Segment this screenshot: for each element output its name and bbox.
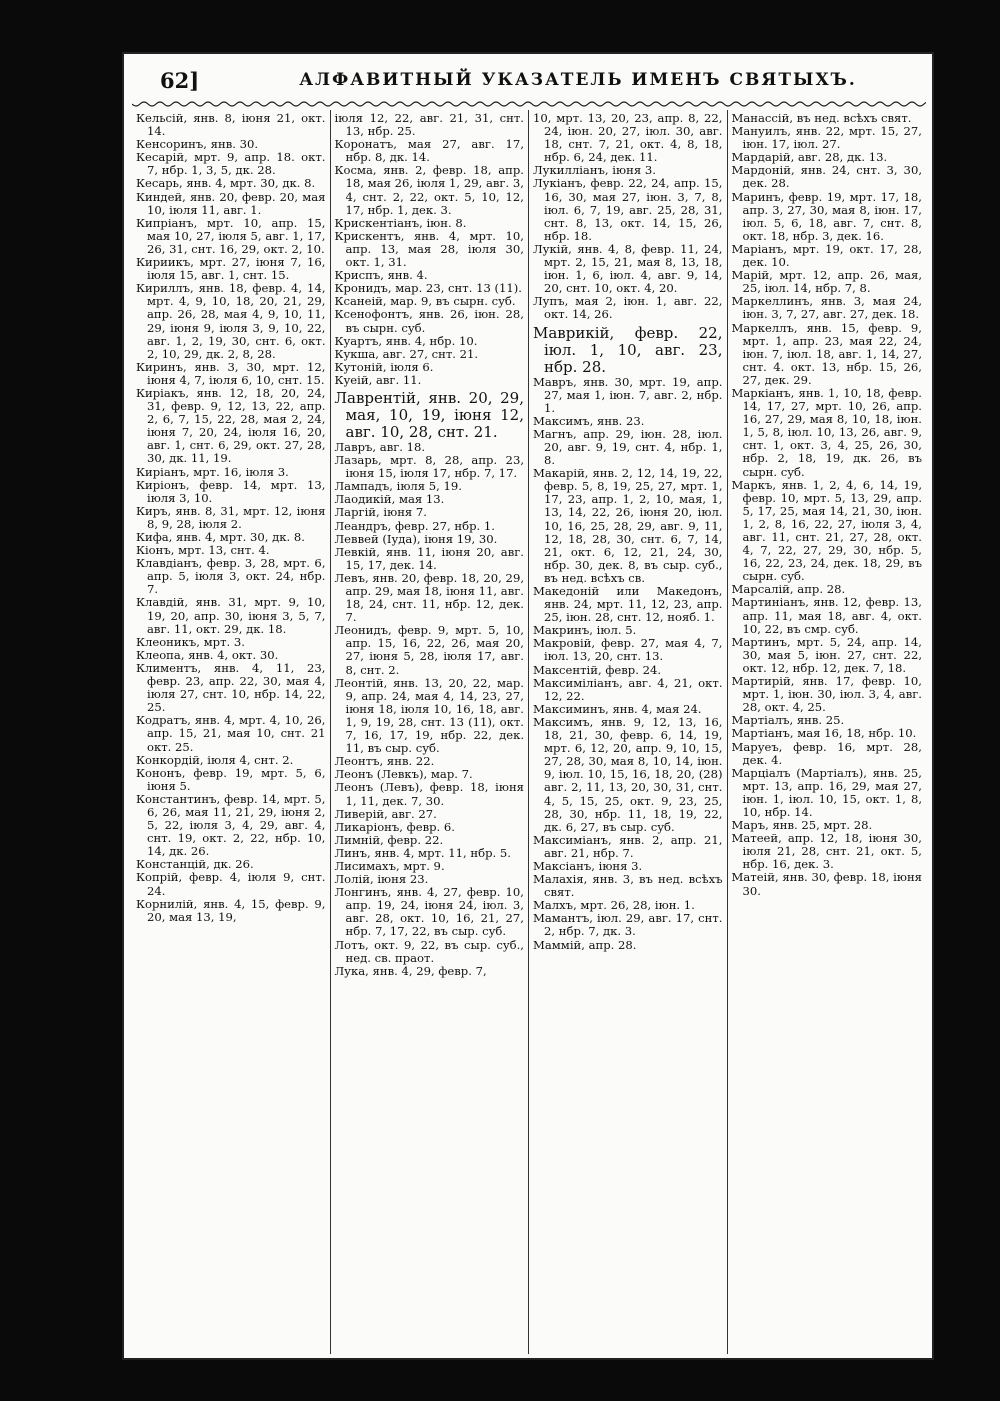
index-entry: Максентій, февр. 24. (533, 662, 662, 677)
index-entry: Копрій, февр. 4, іюля 9, снт. 24. (136, 870, 326, 898)
index-entry: Ливерій, авг. 27. (334, 806, 437, 821)
index-entry: Маріанъ, мрт. 19, окт. 17, 28, дек. 10. (731, 241, 922, 270)
index-entry: Маммій, апр. 28. (533, 937, 637, 952)
index-entry: Левъ, янв. 20, февр. 18, 20, 29, апр. 29, мая 18, іюня 11, авг. 18, 24, снт. 11, нбр. 12, дек. 7. (334, 570, 524, 625)
index-entry: Маруеъ, февр. 16, мрт. 28, дек. 4. (731, 739, 922, 767)
index-column-1 (132, 110, 331, 1354)
index-entry: Кононъ, февр. 19, мрт. 5, 6, іюня 5. (136, 765, 326, 793)
index-entry: Максиминъ, янв. 4, мая 24. (533, 701, 702, 716)
index-entry: Лаодикій, мая 13. (334, 492, 445, 507)
index-column-4 (728, 110, 927, 1354)
index-entry: Максиміанъ, янв. 2, апр. 21, авг. 21, нбр. 7. (533, 832, 723, 860)
index-entry: Коронатъ, мая 27, авг. 17, нбр. 8, дк. 14. (334, 137, 524, 165)
index-entry: Леонидъ, февр. 9, мрт. 5, 10, апр. 15, 16, 22, 26, мая 20, 27, іюня 5, 28, іюля 17, авг. 8, снт. 2. (334, 623, 524, 677)
index-entry: Кутоній, іюля 6. (334, 359, 434, 374)
index-entry: Кукша, авг. 27, снт. 21. (334, 346, 479, 361)
index-entry: Леонъ (Левъ), февр. 18, іюня 1, 11, дек. 7, 30. (334, 780, 524, 808)
index-entry: Линъ, янв. 4, мрт. 11, нбр. 5. (334, 845, 511, 860)
index-entry: Манассій, въ нед. всѣхъ свят. (731, 111, 912, 125)
index-entry: Матеій, янв. 30, февр. 18, іюня 30. (731, 870, 922, 898)
index-entry: Малахія, янв. 3, въ нед. всѣхъ свят. (533, 872, 723, 900)
index-entry: Куеій, авг. 11. (334, 372, 422, 387)
index-entry: Марій, мрт. 12, апр. 26, мая, 25, іюл. 14, нбр. 7, 8. (731, 268, 922, 296)
index-entry: Ксенофонтъ, янв. 26, іюн. 28, въ сырн. суб. (334, 307, 524, 335)
index-columns (132, 110, 926, 1354)
wavy-rule-ornament (132, 99, 926, 109)
index-entry: Кириикъ, мрт. 27, іюня 7, 16, іюля 15, авг. 1, снт. 15. (136, 255, 326, 283)
index-entry: Лукій, янв. 4, 8, февр. 11, 24, мрт. 2, 15, 21, мая 8, 13, 18, іюн. 1, 6, іюл. 4, авг. 9, 14, 20, снт. 10, окт. 4, 20. (533, 241, 723, 296)
index-entry: Ксанеій, мар. 9, въ сырн. суб. (334, 294, 516, 309)
index-entry: Конкордій, іюля 4, снт. 2. (136, 752, 294, 767)
index-entry: Клеопа, янв. 4, окт. 30. (136, 647, 279, 662)
index-entry: Лисимахъ, мрт. 9. (334, 858, 445, 873)
book-page (122, 52, 934, 1360)
index-entry: Ларгій, іюня 7. (334, 505, 427, 520)
index-entry: Киринъ, янв. 3, 30, мрт. 12, іюня 4, 7, іюля 6, 10, снт. 15. (136, 359, 326, 387)
index-entry: Мартіанъ, мая 16, 18, нбр. 10. (731, 726, 917, 741)
index-entry: Мардоній, янв. 24, снт. 3, 30, дек. 28. (731, 163, 922, 191)
index-entry: Мартинъ, мрт. 5, 24, апр. 14, 30, мая 5, іюн. 27, снт. 22, окт. 12, нбр. 12, дек. 7, 18. (731, 634, 922, 675)
index-entry: Кронидъ, мар. 23, снт. 13 (11). (334, 281, 522, 296)
index-entry: Марціалъ (Мартіалъ), янв. 25, мрт. 13, апр. 16, 29, мая 27, іюн. 1, іюл. 10, 15, окт. 1, 8, 10, нбр. 14. (731, 765, 922, 819)
index-entry: Константинъ, февр. 14, мрт. 5, 6, 26, мая 11, 21, 29, іюня 2, 5, 22, іюля 3, 4, 29, авг. 4, снт. 19, окт. 2, 22, нбр. 10, 14, дк. 26. (136, 791, 326, 859)
index-entry: Климентъ, янв. 4, 11, 23, февр. 23, апр. 22, 30, мая 4, іюля 27, снт. 10, нбр. 14, 22, 25. (136, 660, 326, 715)
index-entry: 10, мрт. 13, 20, 23, апр. 8, 22, 24, іюн. 20, 27, іюл. 30, авг. 18, снт. 7, 21, окт. 4, 8, 18, нбр. 6, 24, дек. 11. (533, 111, 723, 165)
index-entry: Макринъ, іюл. 5. (533, 623, 637, 638)
index-entry: Маръ, янв. 25, мрт. 28. (731, 818, 873, 833)
index-entry: іюля 12, 22, авг. 21, 31, снт. 13, нбр. 25. (334, 111, 524, 139)
index-entry: Киріанъ, мрт. 16, іюля 3. (136, 464, 289, 479)
index-entry: Косма, янв. 2, февр. 18, апр. 18, мая 26, іюля 1, 29, авг. 3, 4, снт. 2, 22, окт. 5, 10, 12, 17, нбр. 1, дек. 3. (334, 163, 524, 217)
index-entry: Леонтій, янв. 13, 20, 22, мар. 9, апр. 24, мая 4, 14, 23, 27, іюня 18, іюля 10, 16, 18, авг. 1, 9, 19, 28, снт. 13 (11), окт. 7, 16, 17, 19, нбр. 22, дек. 11, въ сыр. суб. (334, 675, 524, 756)
index-entry: Лукіанъ, февр. 22, 24, апр. 15, 16, 30, мая 27, іюн. 3, 7, 8, іюл. 6, 7, 19, авг. 25, 28, 31, снт. 8, 13, окт. 14, 15, 26, нбр. 18. (533, 176, 723, 243)
index-entry: Лаврентій, янв. 20, 29, мая, 10, 19, іюня 12, авг. 10, 28, снт. 21. (334, 388, 524, 441)
index-entry: Лукилліанъ, іюня 3. (533, 163, 656, 178)
index-entry: Киріонъ, февр. 14, мрт. 13, іюля 3, 10. (136, 477, 326, 505)
index-entry: Кипріанъ, мрт. 10, апр. 15, мая 10, 27, іюля 5, авг. 1, 17, 26, 31, снт. 16, 29, окт. 2, 10. (136, 215, 326, 256)
index-entry: Лолій, іюня 23. (334, 872, 429, 887)
index-entry: Лампадъ, іюля 5, 19. (334, 479, 462, 494)
index-entry: Мануилъ, янв. 22, мрт. 15, 27, іюн. 17, іюл. 27. (731, 124, 922, 152)
index-entry: Маркеллинъ, янв. 3, мая 24, іюн. 3, 7, 27, авг. 27, дек. 18. (731, 294, 922, 322)
index-entry: Маврикій, февр. 22, іюл. 1, 10, авг. 23, нбр. 28. (533, 323, 723, 376)
index-entry: Мамантъ, іюл. 29, авг. 17, снт. 2, нбр. 7, дк. 3. (533, 911, 723, 939)
index-entry: Кельсій, янв. 8, іюня 21, окт. 14. (136, 111, 326, 139)
index-entry: Кифа, янв. 4, мрт. 30, дк. 8. (136, 530, 305, 544)
index-entry: Лупъ, мая 2, іюн. 1, авг. 22, окт. 14, 26. (533, 294, 723, 322)
index-entry: Констанцій, дк. 26. (136, 857, 254, 872)
index-entry: Кодратъ, янв. 4, мрт. 4, 10, 26, апр. 15, 21, мая 10, снт. 21 окт. 25. (136, 713, 326, 754)
index-entry: Мавръ, янв. 30, мрт. 19, апр. 27, мая 1, іюн. 7, авг. 2, нбр. 1. (533, 374, 723, 415)
index-entry: Маркеллъ, янв. 15, февр. 9, мрт. 1, апр. 23, мая 22, 24, іюн. 7, іюл. 18, авг. 1, 14, 27, снт. 4. окт. 13, нбр. 15, 26, 27, дек. 29. (731, 320, 922, 387)
index-entry: Лонгинъ, янв. 4, 27, февр. 10, апр. 19, 24, іюня 24, іюл. 3, авг. 28, окт. 10, 16, 21, 27, нбр. 7, 17, 22, въ сыр. суб. (334, 885, 524, 939)
index-entry: Леввей (Іуда), іюня 19, 30. (334, 531, 498, 546)
index-entry: Лимній, февр. 22. (334, 832, 444, 847)
index-entry: Киръ, янв. 8, 31, мрт. 12, іюня 8, 9, 28, іюля 2. (136, 503, 326, 531)
page-number: 62] (160, 68, 200, 93)
index-entry: Магнъ, апр. 29, іюн. 28, іюл. 20, авг. 9, 19, снт. 4, нбр. 1, 8. (533, 426, 723, 468)
index-entry: Клеоникъ, мрт. 3. (136, 634, 245, 649)
index-entry: Маринъ, февр. 19, мрт. 17, 18, апр. 3, 27, 30, мая 8, іюн. 17, іюл. 5, 6, 18, авг. 7, снт. 8, окт. 18, нбр. 3, дек. 16. (731, 189, 922, 243)
index-column-3 (529, 110, 728, 1354)
index-entry: Леонтъ, янв. 22. (334, 754, 435, 769)
index-column-2 (331, 110, 530, 1354)
index-entry: Леандръ, февр. 27, нбр. 1. (334, 518, 495, 533)
index-entry: Маркъ, янв. 1, 2, 4, 6, 14, 19, февр. 10, мрт. 5, 13, 29, апр. 5, 17, 25, мая 14, 21, 30, іюн. 1, 2, 8, 16, 22, 27, іюля 3, 4, авг. 11, снт. 21, 27, 28, окт. 4, 7, 22, 27, 29, 30, нбр. 5, 16, 22, 23, 24, дек. 18, 29, въ сырн. суб. (731, 477, 922, 584)
index-entry: Кіонъ, мрт. 13, снт. 4. (136, 543, 270, 558)
running-title: АЛФАВИТНЫЙ УКАЗАТЕЛЬ ИМЕНЪ СВЯТЫХЪ. (299, 70, 857, 90)
index-entry: Клавдій, янв. 31, мрт. 9, 10, 19, 20, апр. 30, іюня 3, 5, 7, авг. 11, окт. 29, дк. 18. (136, 595, 326, 636)
index-entry: Корнилій, янв. 4, 15, февр. 9, 20, мая 13, 19, (136, 896, 326, 924)
index-entry: Малхъ, мрт. 26, 28, іюн. 1. (533, 898, 695, 913)
index-entry: Лука, янв. 4, 29, февр. 7, (334, 963, 487, 978)
index-entry: Матеей, апр. 12, 18, іюня 30, іюля 21, 28, снт. 21, окт. 5, нбр. 16, дек. 3. (731, 831, 922, 872)
index-entry: Левкій, янв. 11, іюня 20, авг. 15, 17, дек. 14. (334, 544, 524, 572)
index-entry: Кенсоринъ, янв. 30. (136, 137, 259, 152)
index-entry: Марсалій, апр. 28. (731, 582, 846, 597)
index-entry: Мартиніанъ, янв. 12, февр. 13, апр. 11, мая 18, авг. 4, окт. 10, 22, въ смр. суб. (731, 595, 922, 636)
index-entry: Крискентіанъ, іюн. 8. (334, 215, 467, 230)
index-entry: Македоній или Македонъ, янв. 24, мрт. 11, 12, 23, апр. 25, іюн. 28, снт. 12, нояб. 1. (533, 584, 723, 625)
index-entry: Кесарій, мрт. 9, апр. 18. окт. 7, нбр. 1, 3, 5, дк. 28. (136, 150, 326, 178)
index-entry: Максіанъ, іюня 3. (533, 858, 643, 873)
index-entry: Мартирій, янв. 17, февр. 10, мрт. 1, іюн. 30, іюл. 3, 4, авг. 28, окт. 4, 25. (731, 674, 922, 715)
index-entry: Лавръ, авг. 18. (334, 439, 426, 454)
index-entry: Максимъ, янв. 9, 12, 13, 16, 18, 21, 30, февр. 6, 14, 19, мрт. 6, 12, 20, апр. 9, 10, 15, 27, 28, 30, мая 8, 10, 14, іюн. 9, іюл. 10, 15, 16, 18, 20, (28) авг. 2, 11, 13, 20, 30, 31, снт. 4, 5, 15, 25, окт. 9, 23, 25, 28, 30, нбр. 11, 18, 19, 22, дк. 6, 27, въ сыр. суб. (533, 714, 723, 834)
index-entry: Кириллъ, янв. 18, февр. 4, 14, мрт. 4, 9, 10, 18, 20, 21, 29, апр. 26, 28, мая 4, 9, 10, 11, 29, іюня 9, іюля 3, 9, 10, 22, авг. 1, 2, 19, 30, снт. 6, окт. 2, 10, 29, дк. 2, 8, 28. (136, 281, 326, 361)
index-entry: Клавдіанъ, февр. 3, 28, мрт. 6, апр. 5, іюля 3, окт. 24, нбр. 7. (136, 556, 326, 597)
index-entry: Макарій, янв. 2, 12, 14, 19, 22, февр. 5, 8, 19, 25, 27, мрт. 1, 17, 23, апр. 1, 2, 10, мая, 1, 13, 14, 22, 26, іюня 20, іюл. 10, 16, 25, 28, 29, авг. 9, 11, 12, 18, 28, 30, снт. 6, 7, 14, 21, окт. 6, 12, 21, 24, 30, нбр. 30, дек. 8, въ сыр. суб., въ нед. всѣхъ св. (533, 466, 723, 585)
index-entry: Ликаріонъ, февр. 6. (334, 819, 455, 834)
index-entry: Крискентъ, янв. 4, мрт. 10, апр. 13, мая 28, іюля 30, окт. 1, 31. (334, 228, 524, 270)
index-entry: Куартъ, янв. 4, нбр. 10. (334, 333, 478, 348)
index-entry: Леонъ (Левкъ), мар. 7. (334, 767, 473, 782)
index-entry: Максиміліанъ, авг. 4, 21, окт. 12, 22. (533, 675, 723, 703)
index-entry: Максимъ, янв. 23. (533, 413, 645, 428)
index-entry: Мардарій, авг. 28, дк. 13. (731, 150, 888, 165)
index-entry: Киріакъ, янв. 12, 18, 20, 24, 31, февр. 9, 12, 13, 22, апр. 2, 6, 7, 15, 22, 28, мая 2, 24, іюня 7, 20, 24, іюля 16, 20, авг. 1, снт. 6, 29, окт. 27, 28, 30, дк. 11, 19. (136, 385, 326, 466)
page-header (124, 68, 932, 98)
index-entry: Маркіанъ, янв. 1, 10, 18, февр. 14, 17, 27, мрт. 10, 26, апр. 16, 27, 29, мая 8, 10, 18, іюн. 1, 5, 8, іюл. 10, 13, 26, авг. 9, снт. 1, окт. 3, 4, 25, 26, 30, нбр. 2, 18, 19, дк. 26, въ сырн. суб. (731, 385, 922, 479)
index-entry: Киндей, янв. 20, февр. 20, мая 10, іюля 11, авг. 1. (136, 189, 326, 217)
index-entry: Лазарь, мрт. 8, 28, апр. 23, іюня 15, іюля 17, нбр. 7, 17. (334, 453, 524, 481)
index-entry: Мартіалъ, янв. 25. (731, 713, 845, 728)
index-entry: Макровій, февр. 27, мая 4, 7, іюл. 13, 20, снт. 13. (533, 636, 723, 664)
index-entry: Кесарь, янв. 4, мрт. 30, дк. 8. (136, 176, 316, 191)
index-entry: Лотъ, окт. 9, 22, въ сыр. суб., нед. св. праот. (334, 937, 524, 965)
index-entry: Криспъ, янв. 4. (334, 268, 428, 283)
